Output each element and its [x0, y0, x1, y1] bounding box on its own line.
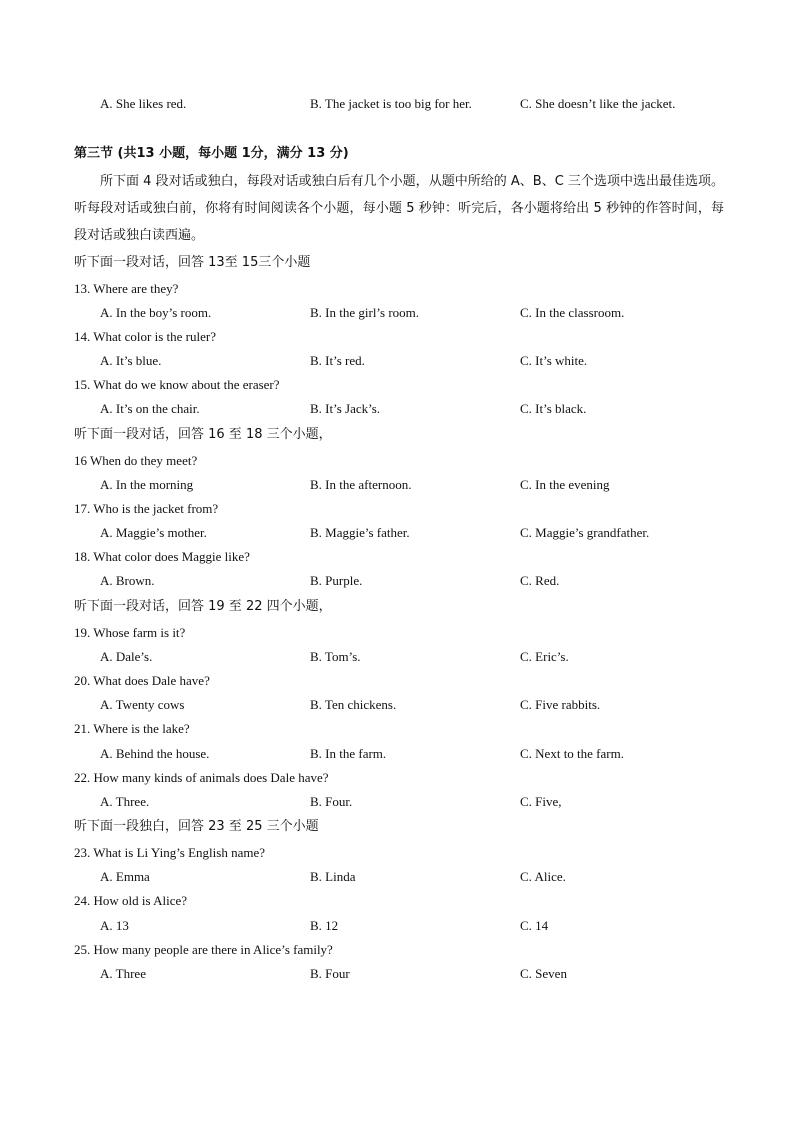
option-a: A. Dale’s.: [100, 649, 153, 664]
question-stem-row: [0, 843, 794, 863]
question-stem-row: [0, 891, 794, 911]
option-b: B. In the farm.: [310, 746, 387, 761]
option-a: A. She likes red.: [100, 96, 187, 111]
group-intro-text: 听下面一段独白，回答 23 至 25 三个小题: [74, 819, 319, 834]
question-options-row: [0, 571, 794, 591]
group-intro: [0, 817, 794, 837]
question-stem-row: [0, 451, 794, 471]
question-stem: 14. What color is the ruler?: [74, 329, 216, 344]
option-a: A. Brown.: [100, 573, 155, 588]
question-stem: 19. Whose farm is it?: [74, 625, 186, 640]
question-options-row: [0, 475, 794, 495]
question-stem: 20. What does Dale have?: [74, 673, 210, 688]
option-c: C. Five,: [520, 794, 562, 809]
option-b: B. It’s red.: [310, 353, 365, 368]
option-b: B. Four: [310, 966, 350, 981]
option-a: A. Behind the house.: [100, 746, 210, 761]
question-options-row: [0, 867, 794, 887]
group-intro-text: 听下面一段对话，回答 16 至 18 三个小题，: [74, 427, 332, 442]
question-options-row: [0, 964, 794, 984]
option-b: B. 12: [310, 918, 339, 933]
section-instruction: 所下面 4 段对话或独白，每段对话或独白后有几个小题，从题中所给的 A、B、C 三个选项中选出最佳选项。听每段对话或独白前，你将有时间阅读各个小题，每小题 5 秒钟：听完后，各小题将给出 5 秒钟的作答时间，每段对话或独白读西遍。: [74, 174, 724, 243]
question-options-row: [0, 744, 794, 764]
option-b: B. Ten chickens.: [310, 697, 397, 712]
option-c: C. Red.: [520, 573, 560, 588]
option-c: C. In the evening: [520, 477, 610, 492]
option-b: B. In the girl’s room.: [310, 305, 420, 320]
question-stem: 24. How old is Alice?: [74, 893, 188, 908]
option-b: B. Purple.: [310, 573, 363, 588]
group-intro-text: 听下面一段对话，回答 19 至 22 四个小题，: [74, 599, 332, 614]
option-c: C. Seven: [520, 966, 567, 981]
question-stem-row: [0, 623, 794, 643]
question-stem-row: [0, 547, 794, 567]
option-a: A. Three.: [100, 794, 150, 809]
option-b: B. Linda: [310, 869, 356, 884]
group-intro-text: 听下面一段对话，回答 13至 15三个小题: [74, 255, 311, 270]
option-c: C. She doesn’t like the jacket.: [520, 96, 676, 111]
option-a: A. It’s blue.: [100, 353, 162, 368]
option-a: A. In the morning: [100, 477, 194, 492]
question-options-row: [0, 916, 794, 936]
question-options-row: [0, 351, 794, 371]
question-stem-row: [0, 499, 794, 519]
question-options-row: [0, 523, 794, 543]
question-stem-row: [0, 940, 794, 960]
group-intro: [0, 253, 794, 273]
option-a: A. 13: [100, 918, 129, 933]
section-heading: 第三节 (共13 小题，每小题 1分，满分 13 分): [74, 146, 349, 161]
option-c: C. Next to the farm.: [520, 746, 624, 761]
option-b: B. Tom’s.: [310, 649, 361, 664]
question-stem-row: [0, 768, 794, 788]
question-stem: 13. Where are they?: [74, 281, 179, 296]
option-b: B. Maggie’s father.: [310, 525, 410, 540]
option-a: A. Three: [100, 966, 146, 981]
option-c: C. Alice.: [520, 869, 566, 884]
option-c: C. Eric’s.: [520, 649, 569, 664]
question-options-row: [0, 695, 794, 715]
question-stem: 21. Where is the lake?: [74, 721, 190, 736]
question-stem-row: [0, 719, 794, 739]
option-a: A. In the boy’s room.: [100, 305, 212, 320]
question-stem-row: [0, 671, 794, 691]
question-stem-row: [0, 279, 794, 299]
option-c: C. It’s white.: [520, 353, 588, 368]
question-stem: 15. What do we know about the eraser?: [74, 377, 280, 392]
prev-question-options: [0, 94, 794, 114]
option-c: C. 14: [520, 918, 549, 933]
question-options-row: [0, 399, 794, 419]
option-b: B. The jacket is too big for her.: [310, 96, 472, 111]
question-options-row: [0, 647, 794, 667]
option-c: C. Maggie’s grandfather.: [520, 525, 650, 540]
option-a: A. Emma: [100, 869, 150, 884]
option-a: A. It’s on the chair.: [100, 401, 200, 416]
question-stem: 25. How many people are there in Alice’s family?: [74, 942, 333, 957]
group-intro: [0, 425, 794, 445]
option-b: B. Four.: [310, 794, 353, 809]
option-a: A. Maggie’s mother.: [100, 525, 207, 540]
question-options-row: [0, 792, 794, 812]
question-options-row: [0, 303, 794, 323]
group-intro: [0, 597, 794, 617]
option-b: B. In the afternoon.: [310, 477, 412, 492]
question-stem: 17. Who is the jacket from?: [74, 501, 219, 516]
question-stem: 18. What color does Maggie like?: [74, 549, 250, 564]
option-c: C. It’s black.: [520, 401, 587, 416]
question-stem-row: [0, 375, 794, 395]
question-stem-row: [0, 327, 794, 347]
section-heading-row: [0, 144, 794, 164]
question-stem: 22. How many kinds of animals does Dale have?: [74, 770, 329, 785]
option-c: C. In the classroom.: [520, 305, 625, 320]
option-b: B. It’s Jack’s.: [310, 401, 381, 416]
question-stem: 16 When do they meet?: [74, 453, 198, 468]
option-a: A. Twenty cows: [100, 697, 185, 712]
question-stem: 23. What is Li Ying’s English name?: [74, 845, 266, 860]
option-c: C. Five rabbits.: [520, 697, 601, 712]
